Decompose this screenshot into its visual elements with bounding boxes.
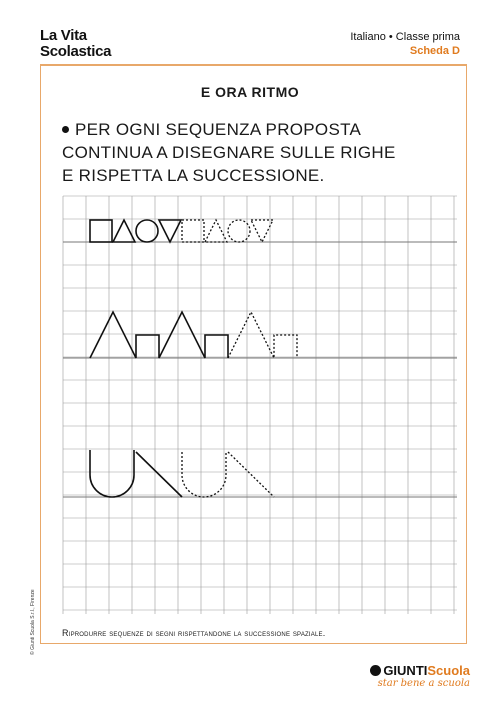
instruction-line-2: CONTINUA A DISEGNARE SULLE RIGHE	[62, 143, 396, 162]
sequence-peaks-dashed	[228, 312, 297, 358]
sequence-curves-dashed	[182, 452, 274, 497]
sheet-label: Scheda D	[409, 45, 460, 57]
copyright-note: © Giunti Scuola S.r.l., Firenze	[30, 589, 36, 655]
brand-logo	[370, 663, 470, 689]
sequence-peaks	[90, 312, 228, 358]
brand-name-b: Scuola	[427, 663, 470, 678]
grid-lines	[63, 196, 457, 614]
logo-line-2: Scolastica	[40, 43, 112, 60]
footer-note: Riprodurre sequenze di segni rispettandone la successione spaziale.	[62, 628, 326, 638]
grid-major-lines	[63, 242, 457, 497]
page-title: E ORA RITMO	[200, 84, 300, 100]
instruction-line-3: E RISPETTA LA SUCCESSIONE.	[62, 166, 325, 185]
giunti-logo-icon	[370, 665, 381, 676]
logo-line-1: La Vita	[40, 27, 87, 44]
brand-tagline: star bene a scuola	[377, 678, 470, 689]
subject-label: Italiano • Classe prima	[350, 31, 460, 43]
sequence-curves	[90, 450, 182, 497]
sequence-shapes-dashed	[182, 220, 273, 242]
brand-name-a: GIUNTI	[383, 663, 428, 678]
instruction-line-1: PER OGNI SEQUENZA PROPOSTA	[75, 120, 362, 139]
sequence-shapes	[90, 220, 181, 242]
